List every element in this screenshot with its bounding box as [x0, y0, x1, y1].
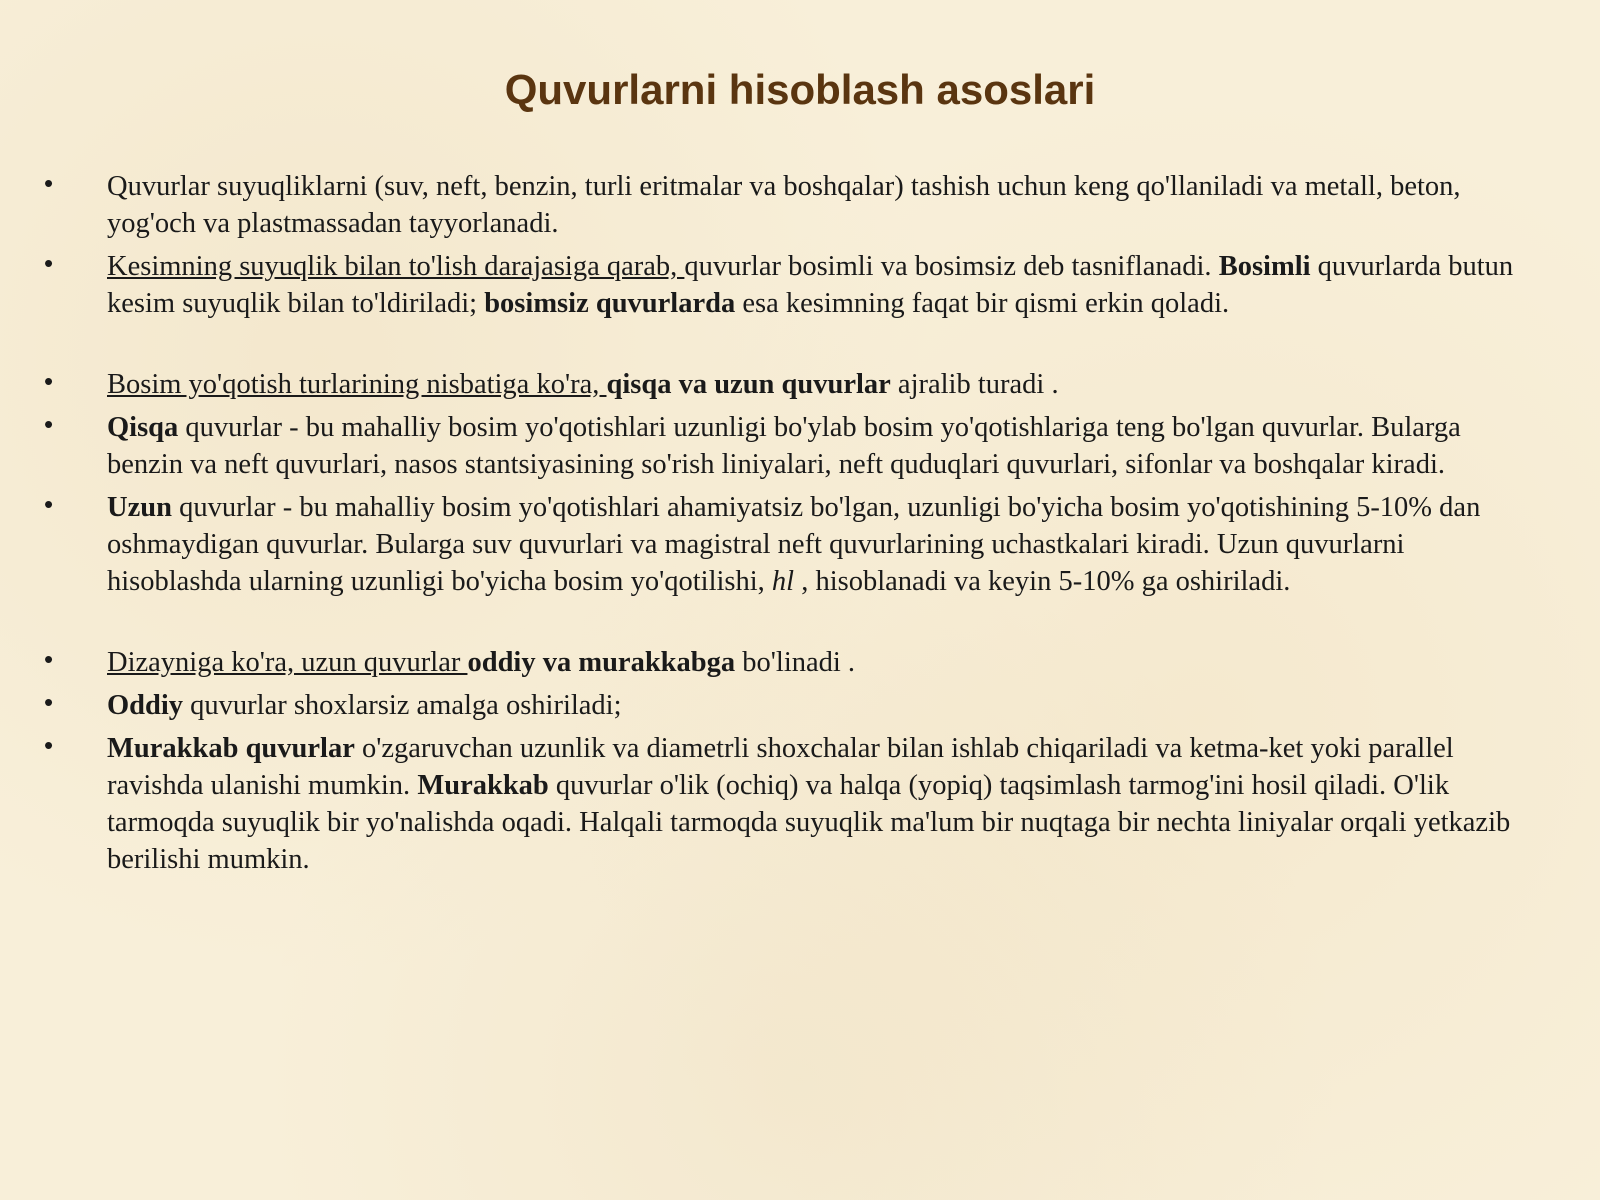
bullet-item-4 — [0, 409, 1600, 483]
slide-title: Quvurlarni hisoblash asoslari — [504, 66, 1096, 113]
text-segment: ajralib turadi . — [890, 369, 1059, 400]
text-segment: quvurlarda butun kesim suyuqlik bilan to'ldiriladi; — [107, 251, 1514, 319]
text-segment: bo'linadi . — [735, 647, 856, 678]
bullet-item-7 — [0, 687, 1600, 724]
bullet-item-2 — [0, 248, 1600, 322]
bullet-item-1 — [0, 168, 1600, 242]
text-segment-underlined: Dizayniga ko'ra, uzun quvurlar — [107, 647, 468, 678]
text-segment-italic: hl — [771, 566, 795, 597]
bullet-item-5 — [0, 489, 1600, 600]
text-segment-bold: Oddiy — [107, 690, 184, 721]
text-segment-underlined: Kesimning suyuqlik bilan to'lish darajasiga qarab, — [107, 251, 685, 282]
text-segment-bold: Uzun — [107, 492, 172, 523]
bullet-dot-icon: • — [44, 409, 54, 439]
text-segment: quvurlar - bu mahalliy bosim yo'qotishlari uzunligi bo'ylab bosim yo'qotishlariga teng bo'lgan quvurlar. Bularga benzin va neft quvurlari, nasos stantsiyasining so'rish liniyalari, neft quduqlari quvurlari, sifonlar va boshqalar kiradi. — [107, 412, 1461, 480]
text-segment: Quvurlar suyuqliklarni (suv, neft, benzin, turli eritmalar va boshqalar) tashish uchun keng qo'llaniladi va metall, beton, yog'och va plastmassadan tayyorlanadi. — [107, 171, 1461, 239]
text-segment-bold: bosimsiz quvurlarda — [484, 288, 736, 319]
text-segment: quvurlar o'lik (ochiq) va halqa (yopiq) taqsimlash tarmog'ini hosil qiladi. O'lik tarmoqda suyuqlik bir yo'nalishda oqadi. Halqali tarmoqda suyuqlik ma'lum bir nuqtaga bir nechta liniyalar orqali yetkazib berilishi mumkin. — [107, 770, 1511, 875]
text-segment: quvurlar - bu mahalliy bosim yo'qotishlari ahamiyatsiz bo'lgan, uzunligi bo'yicha bosim yo'qotishining 5-10% dan oshmaydigan quvurlar. Bularga suv quvurlari va magistral neft quvurlarining uchastkalari kiradi. Uzun quvurlarni hisoblashda ularning uzunligi bo'yicha bosim yo'qotilishi, — [107, 492, 1481, 597]
bullet-dot-icon: • — [44, 489, 54, 519]
text-segment: quvurlar shoxlarsiz amalga oshiriladi; — [183, 690, 622, 721]
bullet-dot-icon: • — [44, 248, 54, 278]
text-segment: esa kesimning faqat bir qismi erkin qoladi. — [735, 288, 1230, 319]
bullet-dot-icon: • — [44, 687, 54, 717]
bullet-dot-icon: • — [44, 644, 54, 674]
bullet-dot-icon: • — [44, 730, 54, 760]
bullet-item-6 — [0, 644, 1600, 681]
text-segment-underlined: Bosim yo'qotish turlarining nisbatiga ko'ra, — [107, 369, 607, 400]
bullet-dot-icon: • — [44, 366, 54, 396]
bullet-dot-icon: • — [44, 168, 54, 198]
text-segment-bold: qisqa va uzun quvurlar — [606, 369, 891, 400]
text-segment-bold: Bosimli — [1218, 251, 1311, 282]
text-segment: quvurlar bosimli va bosimsiz deb tasniflanadi. — [684, 251, 1219, 282]
text-segment: o'zgaruvchan uzunlik va diametrli shoxchalar bilan ishlab chiqariladi va ketma-ket yoki parallel ravishda ulanishi mumkin. — [107, 733, 1454, 801]
bullet-list — [0, 168, 1600, 884]
text-segment-bold: oddiy va murakkabga — [467, 647, 736, 678]
text-segment-bold: Murakkab — [417, 770, 549, 801]
bullet-item-8 — [0, 730, 1600, 878]
text-segment: , hisoblanadi va keyin 5-10% ga oshiriladi. — [794, 566, 1291, 597]
text-segment-bold: Murakkab quvurlar — [107, 733, 355, 764]
text-segment-bold: Qisqa — [107, 412, 179, 443]
bullet-item-3 — [0, 366, 1600, 403]
